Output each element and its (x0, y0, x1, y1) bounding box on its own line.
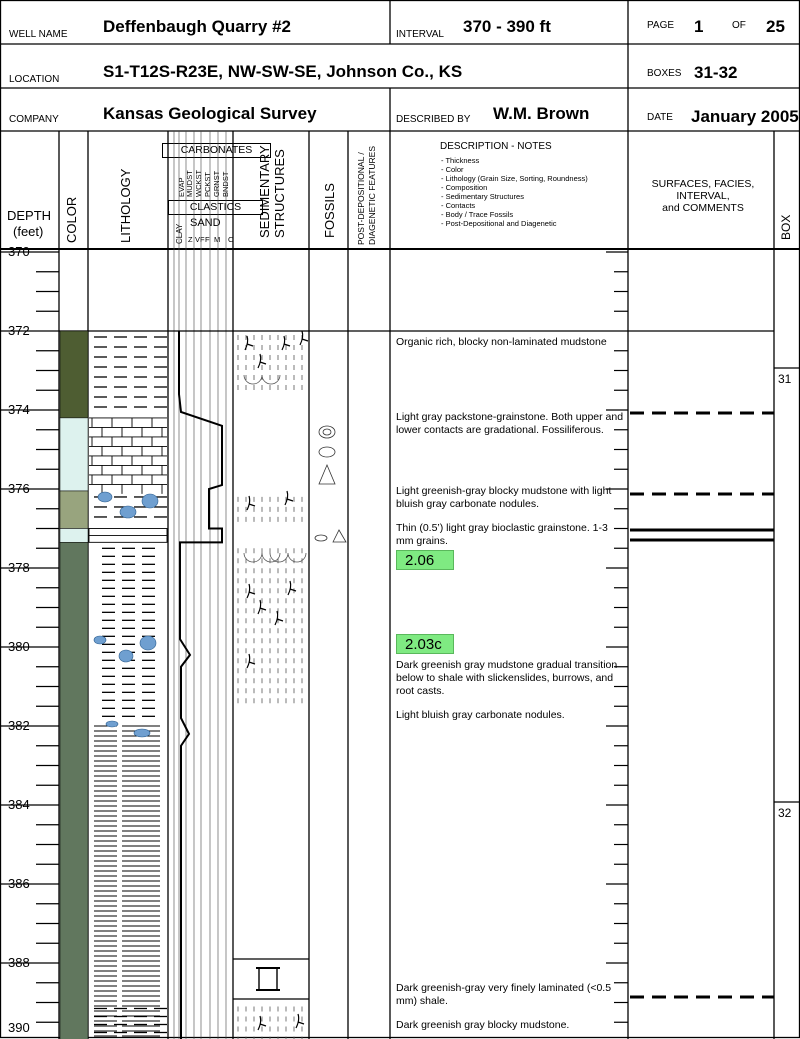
carbonates-header: CARBONATES (162, 143, 271, 158)
clay-label: CLAY (175, 223, 184, 244)
carbonate-nodule (106, 721, 118, 727)
shell-fossil-icon (319, 447, 335, 457)
grain-size-label: Z (188, 235, 193, 244)
lithology-header: LITHOLOGY (118, 168, 133, 243)
described-by-value: W.M. Brown (493, 104, 590, 123)
shell-fossil-icon (315, 535, 327, 541)
depth-label: 390 (8, 1020, 30, 1035)
sample-box-2: 2.03c (396, 634, 454, 654)
description-blocky-mudstone: Dark greenish gray blocky mudstone. (396, 1019, 570, 1031)
surfaces-header-line-1: SURFACES, FACIES, (651, 178, 755, 190)
description-organic-mudstone: Organic rich, blocky non-laminated mudstone (396, 336, 607, 348)
sand-label: SAND (190, 217, 221, 229)
page-label: PAGE (647, 20, 675, 31)
interval-label: INTERVAL (396, 29, 444, 40)
carbonate-type-label: BNDST (221, 171, 230, 197)
root-cast-mark (288, 581, 296, 595)
carbonate-type-label: GRNST (212, 170, 221, 197)
carbonate-nodule (98, 492, 112, 502)
interval-value: 370 - 390 ft (463, 17, 551, 36)
carbonate-type-label: WCKST (194, 169, 203, 197)
description-checklist-item: - Composition (441, 183, 488, 192)
carbonate-nodule (142, 494, 158, 508)
structures-header: STRUCTURES (272, 149, 287, 238)
clastics-header: CLASTICS (168, 200, 263, 215)
of-label: OF (732, 20, 746, 31)
brachiopod-fossil-icon (333, 530, 346, 542)
description-checklist-item: - Thickness (441, 156, 480, 165)
carbonate-type-label: EVAP (177, 177, 186, 197)
color-header: COLOR (64, 196, 79, 243)
description-checklist-item: - Contacts (441, 201, 476, 210)
carbonate-nodule (94, 636, 106, 644)
description-packstone-grainstone: Light gray packstone-grainstone. Both upper and lower contacts are gradational. Fossiliferous. (396, 411, 624, 436)
carbonate-type-label: MUDST (185, 170, 194, 197)
carbonate-nodule (119, 650, 133, 662)
depth-label: 386 (8, 876, 30, 891)
sample-box-1: 2.06 (396, 550, 454, 570)
description-checklist-item: - Post-Depositional and Diagenetic (441, 219, 557, 228)
root-cast-mark (275, 611, 283, 625)
depth-label: 370 (8, 244, 30, 259)
carbonate-nodule (140, 636, 156, 650)
surfaces-header-line-2: INTERVAL, (676, 190, 730, 202)
boxes-label: BOXES (647, 68, 682, 79)
depth-label: 382 (8, 718, 30, 733)
date-value: January 2005 (691, 107, 799, 126)
grain-size-label: M (214, 235, 221, 244)
root-cast-mark (296, 1014, 304, 1028)
color-band (60, 542, 88, 1039)
grain-size-label: C (228, 235, 234, 244)
color-band (60, 491, 88, 529)
grain-size-label: F (205, 235, 210, 244)
depth-label: 384 (8, 797, 30, 812)
description-checklist-item: - Lithology (Grain Size, Sorting, Roundness) (441, 174, 588, 183)
description-checklist-item: - Color (441, 165, 464, 174)
color-band (60, 418, 88, 491)
depth-label: 378 (8, 560, 30, 575)
well-name: Deffenbaugh Quarry #2 (103, 17, 291, 36)
depth-label: 376 (8, 481, 30, 496)
carbonate-nodule (134, 729, 150, 737)
box-label: 32 (778, 806, 792, 820)
surfaces-header-line-3: and COMMENTS (662, 202, 744, 214)
coral-fossil-icon (323, 429, 331, 435)
description-bioclastic-grainstone: Thin (0.5’) light gray bioclastic grainstone. 1-3 mm grains. (396, 522, 608, 547)
described-by-label: DESCRIBED BY (396, 114, 471, 125)
location-label: LOCATION (9, 74, 60, 85)
description-checklist-item: - Sedimentary Structures (441, 192, 524, 201)
description-title: DESCRIPTION - NOTES (440, 141, 552, 152)
company-value: Kansas Geological Survey (103, 104, 317, 123)
outer-frame (1, 1, 800, 1038)
core-break-symbol (259, 968, 277, 990)
description-checklist-item: - Body / Trace Fossils (441, 210, 514, 219)
box-header: BOX (779, 214, 793, 240)
description-greenish-mudstone: Light greenish-gray blocky mudstone with light bluish gray carbonate nodules. (396, 485, 612, 510)
depth-unit: (feet) (13, 224, 44, 239)
carbonate-nodule (120, 506, 136, 518)
root-cast-mark (300, 331, 308, 345)
sedimentary-header: SEDIMENTARY (257, 145, 272, 238)
depth-header: DEPTH (7, 208, 52, 223)
brachiopod-fossil-icon (319, 465, 335, 484)
depth-label: 372 (8, 323, 30, 338)
well-name-label: WELL NAME (9, 29, 68, 40)
location-value: S1-T12S-R23E, NW-SW-SE, Johnson Co., KS (103, 62, 463, 81)
description-carbonate-nodules: Light bluish gray carbonate nodules. (396, 709, 565, 721)
page-number: 1 (694, 17, 704, 36)
grain-size-profile (179, 331, 222, 1039)
page-total: 25 (766, 17, 785, 36)
date-label: DATE (647, 112, 673, 123)
fossils-header: FOSSILS (322, 183, 337, 238)
description-dark-mudstone: Dark greenish gray mudstone gradual transition below to shale with slickenslides, burrows, and root casts. (396, 659, 618, 697)
post-dep-header-1: POST-DEPOSITIONAL / (356, 152, 366, 245)
boxes-value: 31-32 (694, 63, 738, 82)
color-band (60, 331, 88, 418)
description-laminated-shale: Dark greenish-gray very finely laminated (<0.5 mm) shale. (396, 982, 612, 1007)
depth-label: 380 (8, 639, 30, 654)
company-label: COMPANY (9, 114, 59, 125)
color-band (60, 529, 88, 543)
carbonate-type-label: PCKST (203, 171, 212, 197)
box-label: 31 (778, 372, 792, 386)
post-dep-header-2: DIAGENETIC FEATURES (367, 145, 377, 245)
depth-label: 374 (8, 402, 30, 417)
grain-size-label: VF (195, 235, 205, 244)
depth-label: 388 (8, 955, 30, 970)
